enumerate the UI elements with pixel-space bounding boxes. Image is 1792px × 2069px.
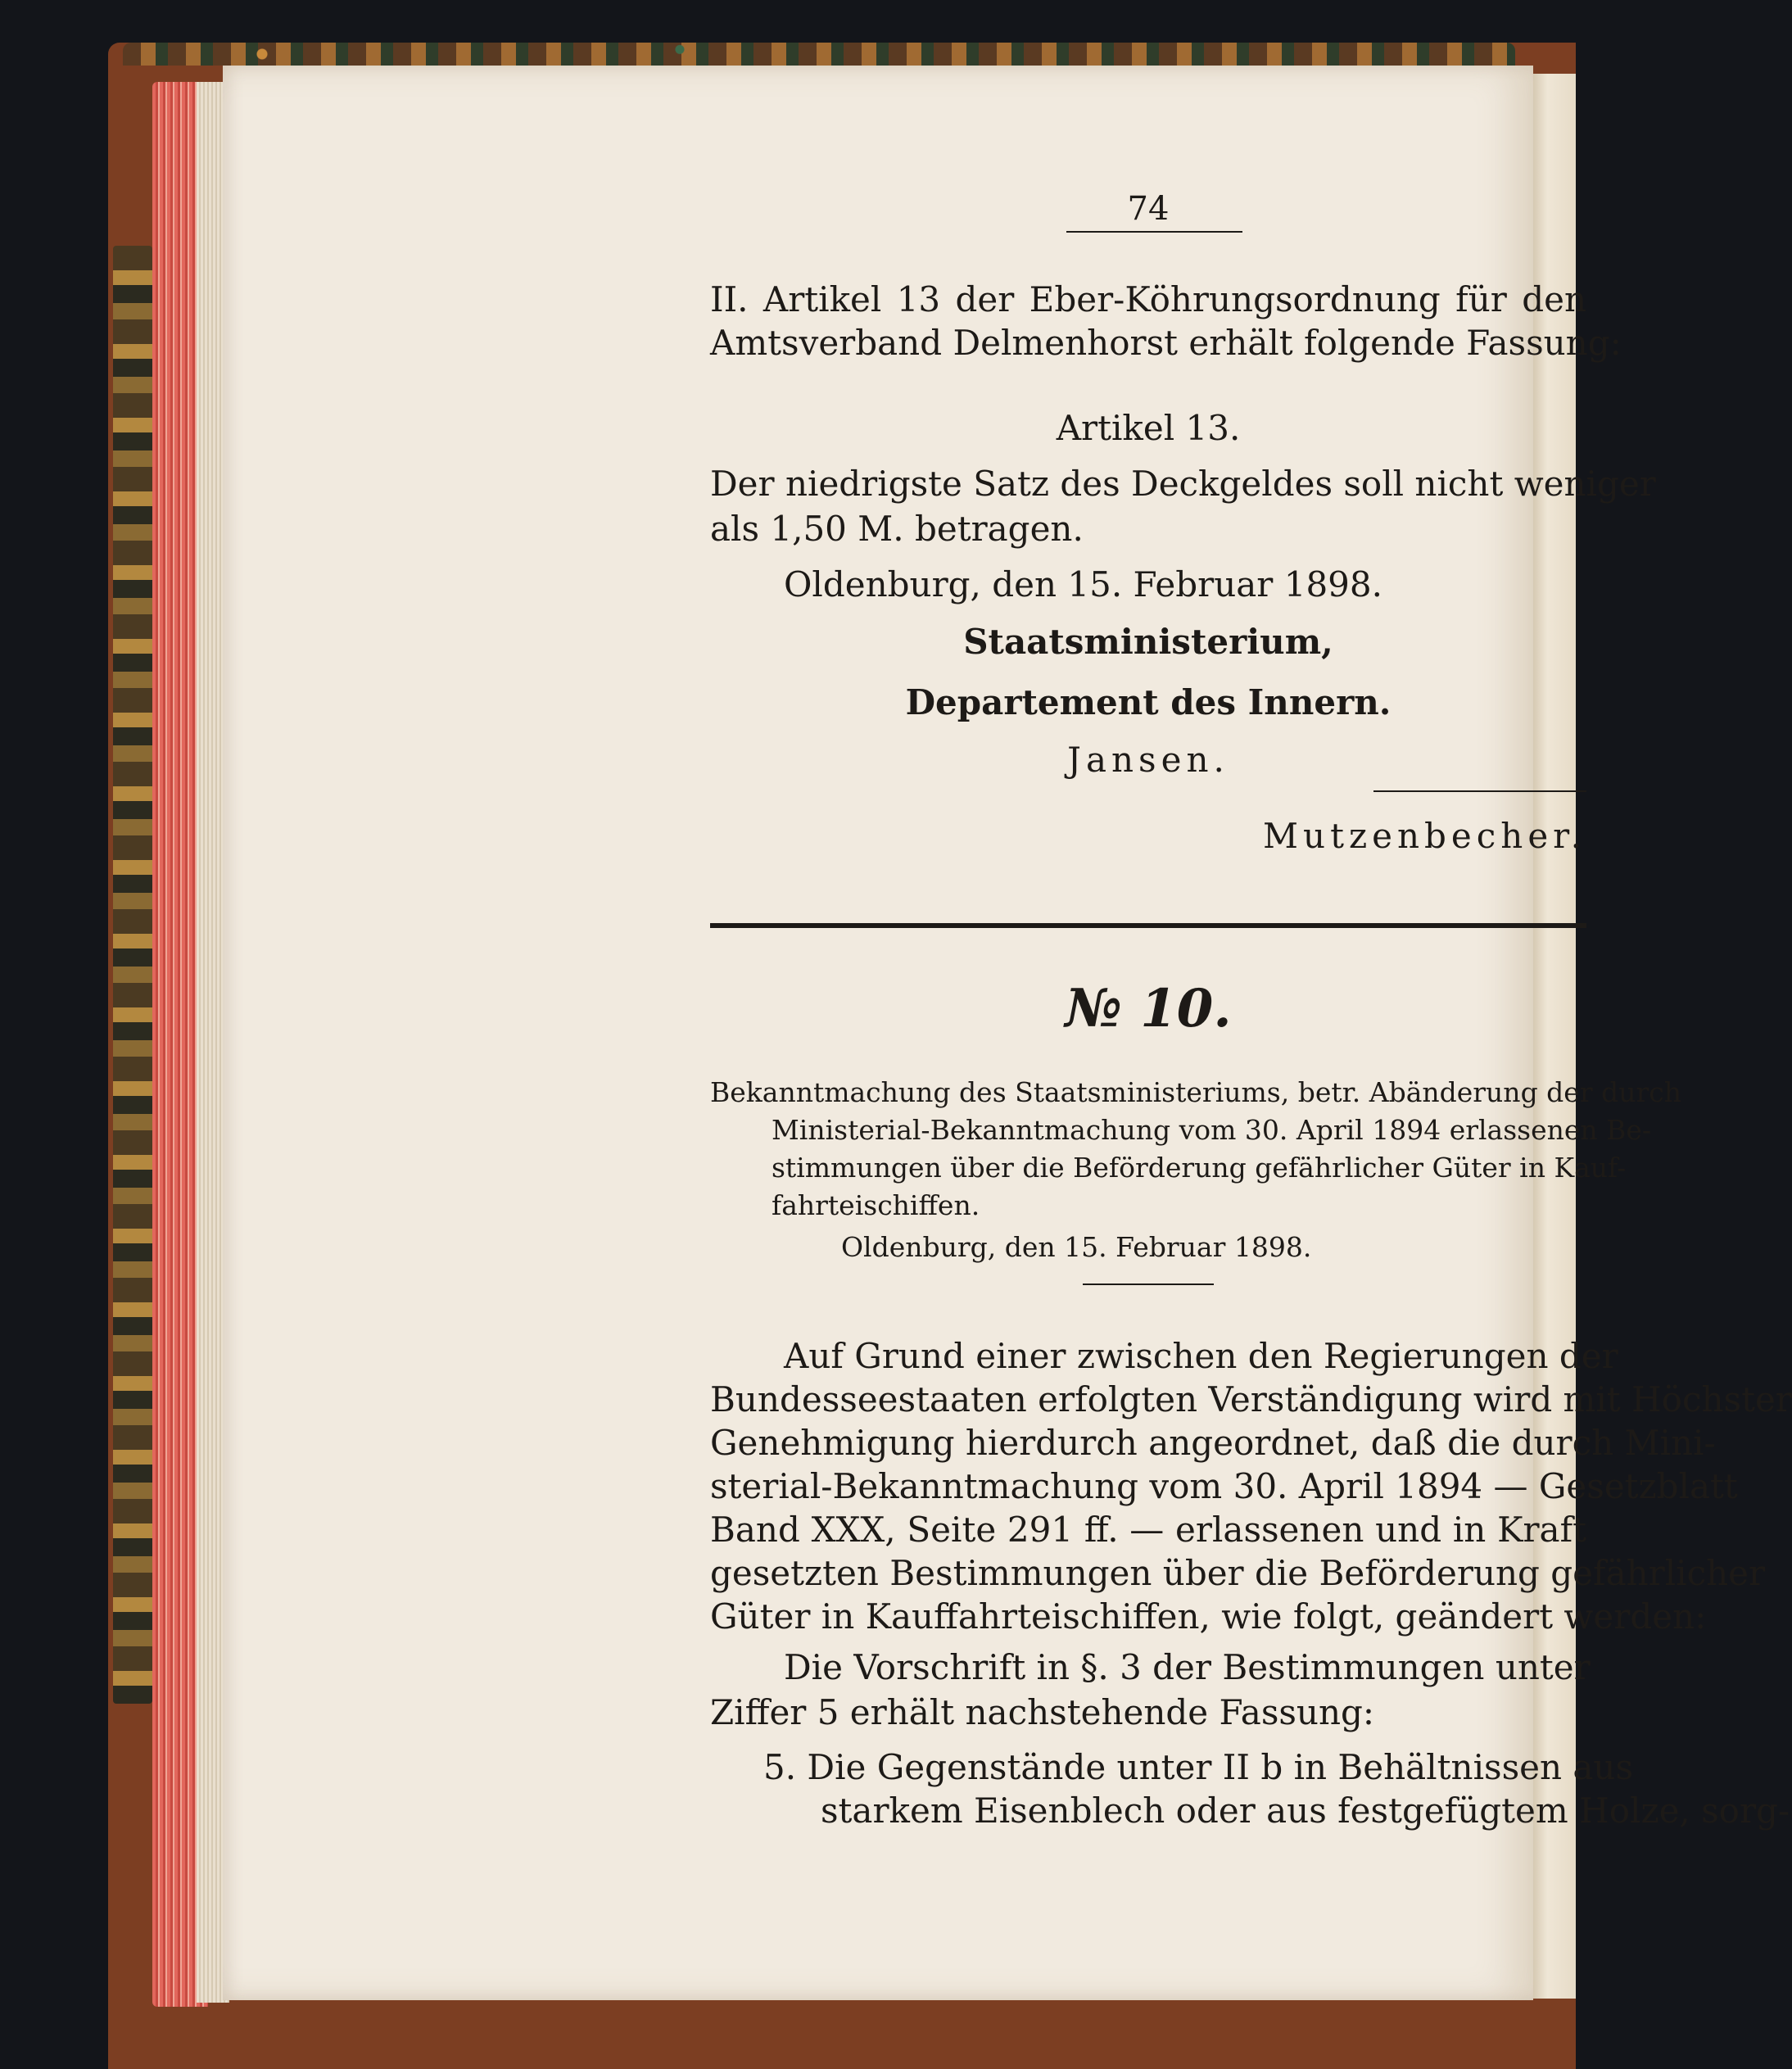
notice-title-line-4: fahrteischiffen. xyxy=(772,1189,980,1221)
marbled-spine xyxy=(113,246,152,1704)
page-number-rule xyxy=(1066,231,1242,233)
section-II-line-1: II. Artikel 13 der Eber-Köhrungsordnung für den xyxy=(710,279,1586,319)
notice-title-line-1: Bekanntmachung des Staatsministeriums, betr. Abänderung der durch xyxy=(710,1076,1681,1108)
body-line-5: Band XXX, Seite 291 ff. — erlassenen und in Kraft xyxy=(710,1510,1586,1550)
page-number: 74 xyxy=(1127,190,1170,228)
body-line-3: Genehmigung hierdurch angeordnet, daß die durch Mini- xyxy=(710,1423,1716,1463)
notice-title-line-2: Ministerial-Bekanntmachung vom 30. April 1894 erlassenen Be- xyxy=(772,1114,1652,1146)
marbled-top-edge xyxy=(123,43,1515,66)
artikel-text-line-2: als 1,50 M. betragen. xyxy=(710,509,1084,549)
body-line-6: gesetzten Bestimmungen über die Beförderung gefährlicher xyxy=(710,1553,1766,1593)
notice-number: № 10. xyxy=(1065,978,1232,1039)
signatory-jansen: Jansen. xyxy=(1067,740,1229,780)
section-divider xyxy=(710,923,1586,928)
signatory-mutzenbecher: Mutzenbecher. xyxy=(1263,816,1586,856)
signature-rule xyxy=(1373,790,1586,792)
book-page xyxy=(223,66,1792,2000)
artikel-heading: Artikel 13. xyxy=(1056,408,1241,448)
notice-rule xyxy=(1083,1284,1214,1285)
department-signature: Departement des Innern. xyxy=(905,682,1392,722)
body-line-1: Auf Grund einer zwischen den Regierungen der xyxy=(784,1336,1618,1376)
body-line-7: Güter in Kauffahrteischiffen, wie folgt, geändert werden: xyxy=(710,1596,1707,1637)
notice-date: Oldenburg, den 15. Februar 1898. xyxy=(841,1231,1312,1263)
ministry-signature: Staatsministerium, xyxy=(963,622,1333,662)
body-line-10: 5. Die Gegenstände unter II b in Behältnissen aus xyxy=(763,1747,1634,1787)
body-line-4: sterial-Bekanntmachung vom 30. April 1894 — Gesetzblatt xyxy=(710,1466,1738,1506)
notice-title-line-3: stimmungen über die Beförderung gefährlicher Güter in Kauf- xyxy=(772,1152,1627,1184)
artikel-text-line-1: Der niedrigste Satz des Deckgeldes soll nicht weniger xyxy=(710,464,1656,504)
date-line: Oldenburg, den 15. Februar 1898. xyxy=(784,564,1382,604)
body-line-2: Bundesseestaaten erfolgten Verständigung wird mit Höchster xyxy=(710,1379,1792,1419)
body-line-11: starkem Eisenblech oder aus festgefügtem Holze, sorg- xyxy=(821,1791,1790,1831)
body-line-9: Ziffer 5 erhält nachstehende Fassung: xyxy=(710,1692,1375,1732)
section-II-line-2: Amtsverband Delmenhorst erhält folgende Fassung: xyxy=(710,323,1622,363)
body-line-8: Die Vorschrift in §. 3 der Bestimmungen unter xyxy=(784,1647,1591,1687)
